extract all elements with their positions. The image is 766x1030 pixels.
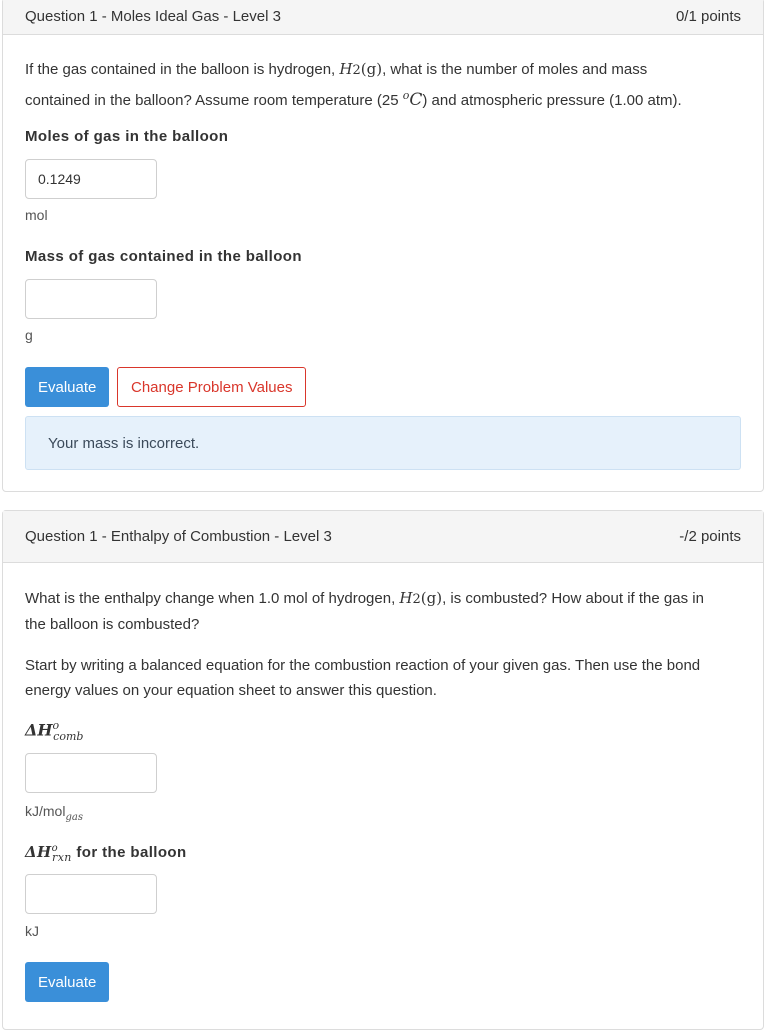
dh-comb-unit: kJ/mol$_{gas}$ bbox=[25, 803, 83, 823]
instruction-line-2: energy values on your equation sheet to answer this question. bbox=[25, 682, 437, 699]
question-title: Question 1 - Enthalpy of Combustion - Level 3 bbox=[25, 528, 332, 545]
moles-label: Moles of gas in the balloon bbox=[25, 128, 229, 145]
mass-label: Mass of gas contained in the balloon bbox=[25, 248, 302, 265]
dh-comb-label: $\Delta H^o_{comb}$ bbox=[25, 719, 84, 743]
prompt-line-1: What is the enthalpy change when 1.0 mol of hydrogen, H2(g), is combusted? How about if the gas in bbox=[25, 589, 704, 607]
question-points: 0/1 points bbox=[675, 8, 741, 25]
question-header bbox=[3, 511, 763, 563]
question-card-moles bbox=[2, 0, 764, 492]
question-card-enthalpy bbox=[2, 510, 764, 1030]
instruction-line-1: Start by writing a balanced equation for the combustion reaction of your given gas. Then use the bond bbox=[25, 657, 701, 674]
question-title: Question 1 - Moles Ideal Gas - Level 3 bbox=[25, 8, 281, 25]
prompt-line-2: contained in the balloon? Assume room temperature (25 $^o$C) and atmospheric pressure (1.00 atm). bbox=[25, 89, 682, 110]
mass-input[interactable] bbox=[25, 279, 157, 319]
dh-comb-input[interactable] bbox=[25, 753, 157, 793]
question-prompt bbox=[25, 586, 750, 637]
dh-rxn-unit: kJ bbox=[25, 923, 39, 939]
temp-unit: $^o$C bbox=[402, 89, 423, 110]
instruction-text bbox=[25, 653, 750, 703]
question-points: -/2 points bbox=[679, 528, 741, 545]
evaluate-button[interactable]: Evaluate bbox=[25, 962, 109, 1002]
moles-unit: mol bbox=[25, 207, 48, 223]
evaluate-button[interactable]: Evaluate bbox=[25, 367, 109, 407]
feedback-text: Your mass is incorrect. bbox=[48, 434, 200, 452]
change-problem-values-button[interactable]: Change Problem Values bbox=[117, 367, 306, 407]
formula-h2: H2(g) bbox=[339, 60, 383, 78]
dh-rxn-input[interactable] bbox=[25, 874, 157, 914]
mass-unit: g bbox=[25, 327, 33, 343]
question-header bbox=[3, 0, 763, 35]
question-prompt bbox=[25, 57, 745, 113]
formula-h2: H2(g) bbox=[399, 589, 443, 607]
feedback-alert bbox=[25, 416, 741, 470]
dh-rxn-label: $\Delta H^o_{rxn}$ for the balloon bbox=[25, 843, 187, 864]
moles-input[interactable] bbox=[25, 159, 157, 199]
prompt-line-1: If the gas contained in the balloon is hydrogen, H2(g), what is the number of moles and mass bbox=[25, 60, 648, 78]
prompt-line-2: the balloon is combusted? bbox=[25, 616, 200, 633]
